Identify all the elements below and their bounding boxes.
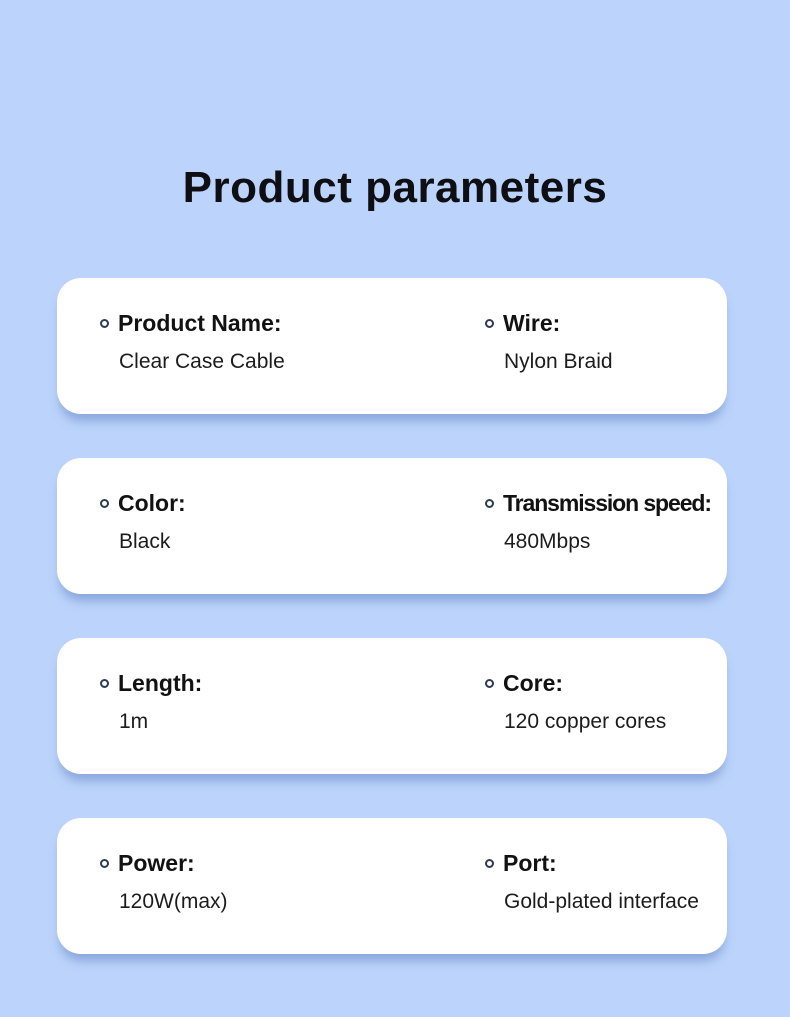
ring-bullet-icon <box>485 499 494 508</box>
param-card-product-wire <box>57 278 727 414</box>
param-entry-wire <box>485 310 717 414</box>
param-label: Product Name: <box>118 310 282 336</box>
param-entry-color <box>100 490 485 594</box>
param-label: Transmission speed: <box>503 490 711 516</box>
parameter-cards <box>57 278 727 954</box>
param-label: Core: <box>503 670 564 696</box>
ring-bullet-icon <box>485 319 494 328</box>
param-entry-core <box>485 670 717 774</box>
page-title: Product parameters <box>182 163 608 213</box>
param-label: Length: <box>118 670 203 696</box>
param-entry-transmission-speed <box>485 490 717 594</box>
ring-bullet-icon <box>485 859 494 868</box>
param-label: Color: <box>118 490 186 516</box>
ring-bullet-icon <box>100 679 109 688</box>
param-value: Nylon Braid <box>504 349 613 373</box>
param-entry-product-name <box>100 310 485 414</box>
ring-bullet-icon <box>100 859 109 868</box>
param-label: Port: <box>503 850 557 876</box>
param-card-power-port <box>57 818 727 954</box>
param-entry-power <box>100 850 485 954</box>
param-entry-port <box>485 850 717 954</box>
param-card-length-core <box>57 638 727 774</box>
param-value: 1m <box>119 709 149 733</box>
param-value: Clear Case Cable <box>119 349 285 373</box>
param-label: Power: <box>118 850 195 876</box>
param-value: 480Mbps <box>504 529 591 553</box>
param-value: 120W(max) <box>119 889 228 913</box>
ring-bullet-icon <box>100 499 109 508</box>
ring-bullet-icon <box>485 679 494 688</box>
param-entry-length <box>100 670 485 774</box>
param-value: Gold-plated interface <box>504 889 699 913</box>
param-value: Black <box>119 529 171 553</box>
param-label: Wire: <box>503 310 561 336</box>
param-card-color-speed <box>57 458 727 594</box>
param-value: 120 copper cores <box>504 709 667 733</box>
ring-bullet-icon <box>100 319 109 328</box>
